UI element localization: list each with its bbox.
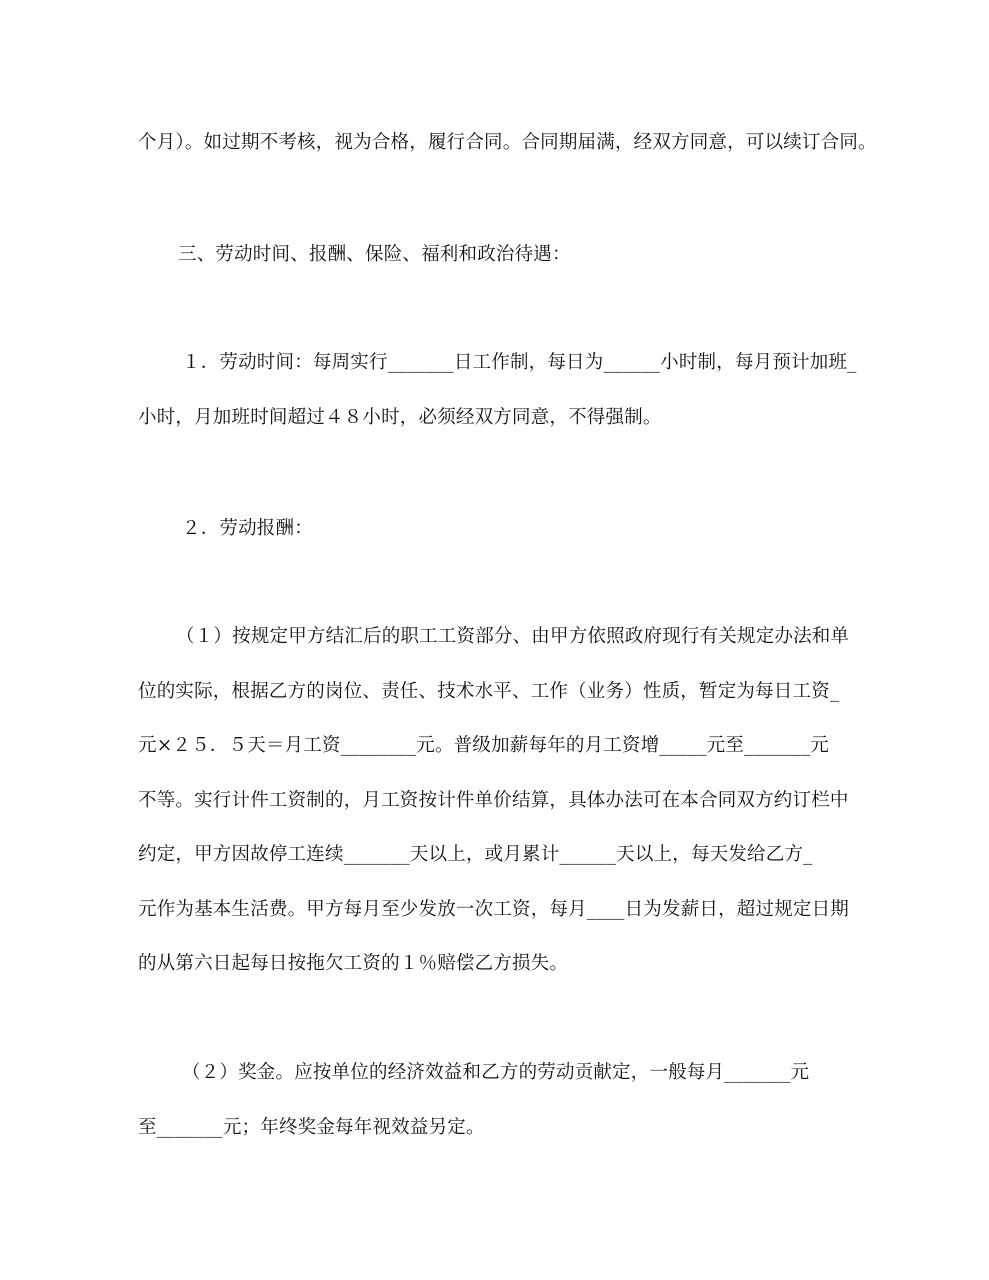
paragraph-line: （１）按规定甲方结汇后的职工工资部分、由甲方依照政府现行有关规定办法和单 bbox=[176, 626, 850, 647]
subsection-heading: ２．劳动报酬： bbox=[182, 518, 313, 539]
paragraph-line: 个月）。如过期不考核，视为合格，履行合同。合同期届满，经双方同意，可以续订合同。 bbox=[138, 132, 877, 153]
paragraph-line: 至_______元；年终奖金每年视效益另定。 bbox=[138, 1117, 485, 1138]
paragraph-line: 位的实际，根据乙方的岗位、责任、技术水平、工作（业务）性质，暂定为每日工资_ bbox=[138, 681, 840, 702]
paragraph-line: 元×２５．５天＝月工资________元。普级加薪每年的月工资增_____元至_______元 bbox=[138, 735, 829, 756]
paragraph-line: 小时，月加班时间超过４８小时，必须经双方同意，不得强制。 bbox=[138, 407, 662, 428]
section-heading: 三、劳动时间、报酬、保险、福利和政治待遇： bbox=[178, 244, 571, 265]
paragraph-line: １．劳动时间：每周实行_______日工作制，每日为______小时制，每月预计加班_ bbox=[182, 352, 857, 373]
paragraph-line: 约定，甲方因故停工连续_______天以上，或月累计______天以上，每天发给乙方_ bbox=[138, 844, 813, 865]
paragraph-line: 元作为基本生活费。甲方每月至少发放一次工资，每月____日为发薪日，超过规定日期 bbox=[138, 899, 850, 920]
paragraph-line: 的从第六日起每日按拖欠工资的１％赔偿乙方损失。 bbox=[138, 953, 569, 974]
paragraph-line: （２）奖金。应按单位的经济效益和乙方的劳动贡献定，一般每月_______元 bbox=[182, 1062, 810, 1083]
paragraph-line: 不等。实行计件工资制的，月工资按计件单价结算，具体办法可在本合同双方约订栏中 bbox=[138, 790, 849, 811]
